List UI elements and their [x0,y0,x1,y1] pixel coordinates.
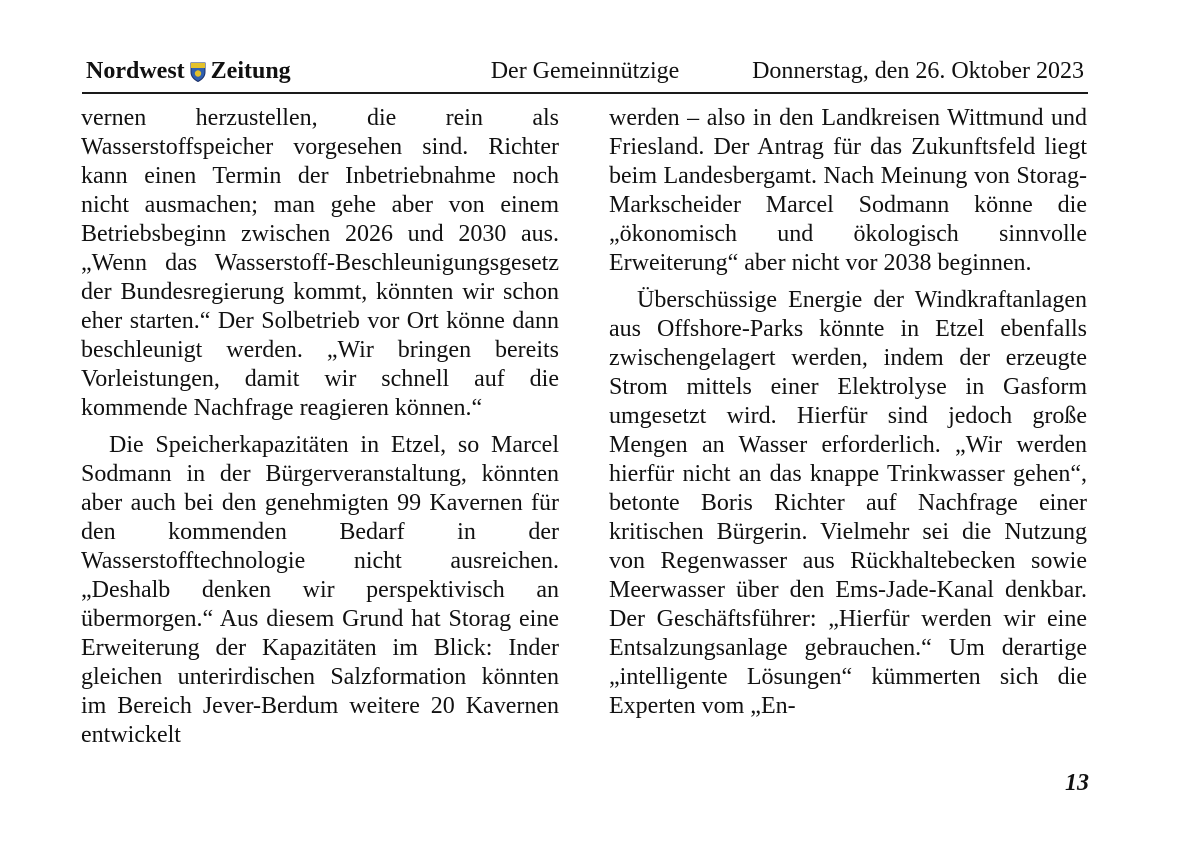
page-number: 13 [1065,770,1089,796]
section-title: Der Gemeinnützige [490,58,680,84]
article-column-right [609,104,1087,721]
article-paragraph: Überschüssige Energie der Windkraftanlagen aus Offshore-Parks könnte in Etzel ebenfalls zwischengelagert werden, indem der erzeugte Strom mittels einer Elektrolyse in Gasform umgesetzt wird. Hierfür sind jedoch große Mengen an Wasser erforderlich. „Wir werden hierfür nicht an das knappe Trinkwasser gehen“, betonte Boris Richter auf Nachfrage einer kritischen Bürgerin. Vielmehr sei die Nutzung von Regenwasser aus Rückhaltebecken sowie Meerwasser über den Ems-Jade-Kanal denkbar. Der Geschäftsführer: „Hierfür werden wir eine Entsalzungsanlage gebrauchen.“ Um derartige „intelligente Lösungen“ kümmerten sich die Experten vom „En- [609,287,1087,719]
masthead-word-nordwest: Nordwest [86,58,185,84]
article-paragraph: vernen herzustellen, die rein als Wasserstoffspeicher vorgesehen sind. Richter kann einen Termin der Inbetriebnahme noch nicht ausmachen; man gehe aber von einem Betriebsbeginn zwischen 2026 und 2030 aus. „Wenn das Wasserstoff-Beschleunigungsgesetz der Bundesregierung kommt, könnten wir schon eher starten.“ Der Solbetrieb vor Ort könne dann beschleunigt werden. „Wir bringen bereits Vorleistungen, damit wir schnell auf die kommende Nachfrage reagieren können.“ [81,105,559,421]
masthead-word-zeitung: Zeitung [210,58,291,84]
article-paragraph: Die Speicherkapazitäten in Etzel, so Marcel Sodmann in der Bürgerveranstaltung, könnten aber auch bei den genehmigten 99 Kavernen für den kommenden Bedarf in der Wasserstofftechnologie nicht ausreichen. „Deshalb denken wir perspektivisch an übermorgen.“ Aus diesem Grund hat Storag eine Erweiterung der Kapazitäten im Blick: Inder gleichen unterirdischen Salzformation könnten im Bereich Jever-Berdum weitere 20 Kavernen entwickelt [81,432,559,748]
article-column-left [81,104,559,750]
issue-date: Donnerstag, den 26. Oktober 2023 [752,58,1084,84]
article-paragraph: werden – also in den Landkreisen Wittmund und Friesland. Der Antrag für das Zukunftsfeld liegt beim Landesbergamt. Nach Meinung von Storag-Markscheider Marcel Sodmann könne die „ökonomisch und ökologisch sinnvolle Erweiterung“ aber nicht vor 2038 beginnen. [609,105,1087,276]
page-header [82,56,1088,94]
